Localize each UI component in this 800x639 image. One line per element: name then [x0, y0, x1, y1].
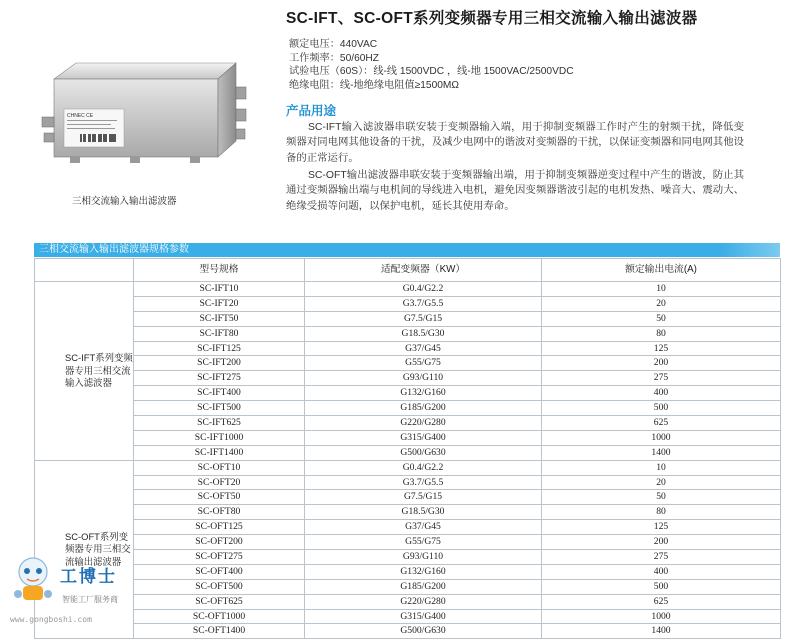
cell-model: SC-IFT10	[134, 282, 305, 297]
watermark-brand: 工博士	[60, 567, 117, 587]
cell-inverter: G93/G110	[305, 550, 542, 565]
table-header-inverter: 适配变频器（KW）	[305, 259, 542, 282]
spec-frequency: 工作频率：50/60HZ	[289, 52, 380, 64]
cell-inverter: G220/G280	[305, 594, 542, 609]
cell-current: 625	[542, 416, 781, 431]
cell-model: SC-OFT500	[134, 579, 305, 594]
cell-model: SC-OFT400	[134, 564, 305, 579]
cell-model: SC-IFT1400	[134, 445, 305, 460]
cell-current: 275	[542, 371, 781, 386]
cell-model: SC-OFT625	[134, 594, 305, 609]
table-row	[35, 490, 781, 505]
cell-model: SC-OFT200	[134, 535, 305, 550]
table-row	[35, 296, 781, 311]
table-caption: 三相交流输入输出滤波器规格参数	[39, 244, 189, 255]
cell-current: 10	[542, 282, 781, 297]
table-row	[35, 401, 781, 416]
table-row	[35, 371, 781, 386]
cell-inverter: G7.5/G15	[305, 490, 542, 505]
table-header-current: 额定输出电流(A)	[542, 259, 781, 282]
table-row	[35, 282, 781, 297]
cell-current: 1400	[542, 624, 781, 639]
cell-model: SC-IFT125	[134, 341, 305, 356]
svg-text:CHNEC CE: CHNEC CE	[67, 113, 94, 119]
cell-model: SC-IFT275	[134, 371, 305, 386]
cell-inverter: G55/G75	[305, 356, 542, 371]
cell-model: SC-OFT50	[134, 490, 305, 505]
table-header-blank	[35, 259, 134, 282]
cell-current: 400	[542, 564, 781, 579]
watermark-logo	[8, 554, 168, 634]
table-row	[35, 356, 781, 371]
cell-inverter: G0.4/G2.2	[305, 460, 542, 475]
table-caption-bar	[34, 243, 780, 257]
cell-inverter: G0.4/G2.2	[305, 282, 542, 297]
cell-model: SC-OFT275	[134, 550, 305, 565]
cell-inverter: G18.5/G30	[305, 326, 542, 341]
cell-current: 500	[542, 579, 781, 594]
cell-current: 50	[542, 490, 781, 505]
cell-model: SC-OFT80	[134, 505, 305, 520]
cell-model: SC-OFT20	[134, 475, 305, 490]
spec-test-voltage: 试验电压（60S）：线-线 1500VDC ，线-地 1500VAC/2500VDC	[289, 66, 574, 78]
cell-current: 125	[542, 341, 781, 356]
cell-inverter: G18.5/G30	[305, 505, 542, 520]
cell-inverter: G37/G45	[305, 520, 542, 535]
cell-model: SC-IFT20	[134, 296, 305, 311]
cell-current: 200	[542, 356, 781, 371]
robot-mascot-icon	[10, 554, 56, 606]
cell-inverter: G185/G200	[305, 401, 542, 416]
cell-model: SC-OFT10	[134, 460, 305, 475]
cell-inverter: G500/G630	[305, 445, 542, 460]
table-header-row	[35, 259, 781, 282]
cell-model: SC-IFT200	[134, 356, 305, 371]
cell-current: 200	[542, 535, 781, 550]
cell-inverter: G93/G110	[305, 371, 542, 386]
table-row	[35, 445, 781, 460]
cell-current: 80	[542, 326, 781, 341]
table-row	[35, 326, 781, 341]
cell-inverter: G3.7/G5.5	[305, 296, 542, 311]
cell-current: 10	[542, 460, 781, 475]
cell-inverter: G3.7/G5.5	[305, 475, 542, 490]
cell-model: SC-OFT125	[134, 520, 305, 535]
cell-current: 400	[542, 386, 781, 401]
table-row	[35, 535, 781, 550]
usage-heading: 产品用途	[286, 104, 337, 118]
cell-current: 500	[542, 401, 781, 416]
cell-current: 1000	[542, 609, 781, 624]
cell-inverter: G37/G45	[305, 341, 542, 356]
cell-inverter: G132/G160	[305, 386, 542, 401]
table-row	[35, 475, 781, 490]
cell-model: SC-IFT500	[134, 401, 305, 416]
cell-current: 1000	[542, 430, 781, 445]
cell-current: 625	[542, 594, 781, 609]
table-row	[35, 341, 781, 356]
usage-paragraph-input: SC-IFT输入滤波器串联安装于变频器输入端，用于抑制变频器工作时产生的射频干扰，降低变频器对同电网其他设备的干扰，及减少电网中的谐波对变频器的干扰，以保证变频器和同电网其他设备的正常运行。	[286, 122, 744, 164]
cell-model: SC-IFT1000	[134, 430, 305, 445]
cell-inverter: G7.5/G15	[305, 311, 542, 326]
spec-rated-voltage: 额定电压：440VAC	[289, 39, 378, 50]
cell-model: SC-IFT400	[134, 386, 305, 401]
spec-insulation: 绝缘电阻：线-地绝缘电阻值≥1500MΩ	[289, 79, 459, 91]
cell-current: 20	[542, 475, 781, 490]
table-header-model: 型号规格	[134, 259, 305, 282]
cell-model: SC-IFT80	[134, 326, 305, 341]
cell-inverter: G185/G200	[305, 579, 542, 594]
table-row	[35, 460, 781, 475]
cell-model: SC-OFT1000	[134, 609, 305, 624]
cell-inverter: G55/G75	[305, 535, 542, 550]
cell-current: 275	[542, 550, 781, 565]
watermark-url: www.gongboshi.com	[10, 615, 92, 624]
cell-inverter: G315/G400	[305, 430, 542, 445]
cell-inverter: G315/G400	[305, 609, 542, 624]
spec-list	[289, 38, 574, 92]
table-row	[35, 386, 781, 401]
usage-paragraph-output: SC-OFT输出滤波器串联安装于变频器输出端，用于抑制变频器逆变过程中产生的谐波，防止其通过变频器输出端与电机间的导线进入电机，避免因变频器谐波引起的电机发热、噪音大、震动大、绝缘受损等问题，以保护电机，延长其使用寿命。	[286, 170, 744, 212]
cell-inverter: G500/G630	[305, 624, 542, 639]
cell-current: 50	[542, 311, 781, 326]
table-row	[35, 311, 781, 326]
product-caption: 三相交流输入输出滤波器	[72, 196, 177, 207]
page-title: SC-IFT、SC-OFT系列变频器专用三相交流输入输出滤波器	[286, 10, 698, 27]
cell-model: SC-OFT1400	[134, 624, 305, 639]
table-row	[35, 520, 781, 535]
cell-inverter: G132/G160	[305, 564, 542, 579]
cell-model: SC-IFT625	[134, 416, 305, 431]
cell-inverter: G220/G280	[305, 416, 542, 431]
series-group-label: SC-OFT系列变频器专用三相交流输出滤波器	[35, 460, 134, 639]
cell-current: 125	[542, 520, 781, 535]
table-row	[35, 505, 781, 520]
cell-current: 1400	[542, 445, 781, 460]
watermark-slogan: 智能工厂服务商	[62, 595, 118, 604]
cell-current: 80	[542, 505, 781, 520]
series-group-label: SC-IFT系列变频器专用三相交流输入滤波器	[35, 282, 134, 461]
cell-current: 20	[542, 296, 781, 311]
cell-model: SC-IFT50	[134, 311, 305, 326]
table-row	[35, 430, 781, 445]
filter-product-image	[40, 57, 248, 182]
table-row	[35, 416, 781, 431]
